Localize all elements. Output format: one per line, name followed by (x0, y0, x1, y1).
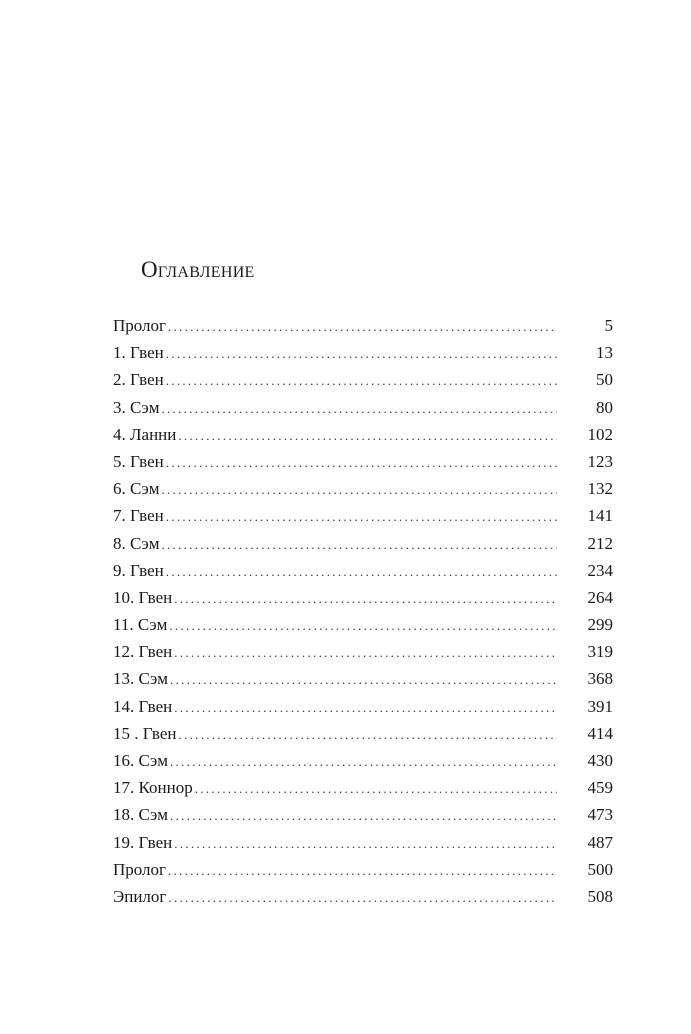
toc-entry (113, 829, 613, 856)
toc-entry-page: 264 (587, 587, 613, 607)
toc-entry-page: 368 (587, 669, 613, 689)
dot-leader (174, 694, 557, 721)
toc-entry-page: 459 (587, 778, 613, 798)
toc-entry (113, 801, 613, 828)
toc-entry-label: 11. Сэм (113, 615, 168, 635)
toc-entry (113, 584, 613, 611)
dot-leader (170, 802, 557, 829)
toc-entry (113, 665, 613, 692)
toc-entry-page: 414 (587, 723, 613, 743)
toc-entry-label: 10. Гвен (113, 587, 173, 607)
toc-entry-page: 487 (587, 832, 613, 852)
toc-entry-page: 299 (587, 615, 613, 635)
dot-leader (168, 884, 557, 911)
dot-leader (161, 476, 557, 503)
dot-leader (166, 558, 557, 585)
dot-leader (195, 775, 557, 802)
toc-entry (113, 394, 613, 421)
toc-entry (113, 883, 613, 910)
toc-entry (113, 421, 613, 448)
toc-entry-page: 319 (587, 642, 613, 662)
dot-leader (168, 857, 557, 884)
toc-entry-page: 508 (587, 886, 613, 906)
toc-entry (113, 693, 613, 720)
dot-leader (178, 422, 557, 449)
toc-entry (113, 366, 613, 393)
toc-entry-label: 12. Гвен (113, 642, 173, 662)
toc-entry (113, 638, 613, 665)
dot-leader (169, 612, 557, 639)
dot-leader (166, 340, 557, 367)
toc-entry-label: 4. Ланни (113, 424, 177, 444)
toc-entry-label: 15 . Гвен (113, 723, 177, 743)
toc-entry-page: 430 (587, 751, 613, 770)
toc-entry (113, 557, 613, 584)
toc-entry-label: 5. Гвен (113, 451, 164, 471)
toc-entry-page: 123 (587, 451, 613, 471)
toc-entry (113, 502, 613, 529)
toc-entry-label: 7. Гвен (113, 506, 164, 526)
toc-entry-label: Пролог (113, 316, 167, 335)
dot-leader (174, 639, 557, 666)
toc-entry-label: Эпилог (113, 886, 167, 906)
dot-leader (166, 367, 557, 394)
dot-leader (179, 721, 557, 748)
toc-entry-page: 102 (587, 424, 613, 444)
toc-title: Оглавление (141, 257, 255, 282)
toc-entry (113, 774, 613, 801)
toc-entry-label: 2. Гвен (113, 370, 164, 390)
toc-entry (113, 747, 613, 774)
toc-entry-page: 132 (587, 479, 613, 499)
toc-entry-label: 14. Гвен (113, 696, 173, 716)
toc-entry-page: 80 (596, 397, 613, 417)
toc-entry-label: 18. Сэм (113, 805, 168, 825)
toc-entry-page: 212 (587, 533, 613, 553)
toc-entry-page: 5 (604, 316, 613, 335)
toc-entry-page: 13 (596, 343, 613, 363)
toc-entry-label: 16. Сэм (113, 751, 168, 770)
table-of-contents (113, 312, 613, 910)
toc-entry-page: 234 (587, 560, 613, 580)
toc-entry (113, 720, 613, 747)
toc-entry-label: 1. Гвен (113, 343, 164, 363)
toc-entry-page: 500 (587, 859, 613, 879)
toc-entry (113, 475, 613, 502)
toc-entry-label: 17. Коннор (113, 778, 193, 798)
toc-entry-label: 19. Гвен (113, 832, 173, 852)
dot-leader (174, 830, 557, 857)
toc-entry (113, 530, 613, 557)
toc-entry-label: 3. Сэм (113, 397, 160, 417)
dot-leader (161, 531, 557, 558)
toc-entry (113, 448, 613, 475)
toc-entry (113, 856, 613, 883)
toc-entry-page: 141 (587, 506, 613, 526)
dot-leader (166, 449, 557, 476)
dot-leader (166, 503, 557, 530)
dot-leader (161, 395, 557, 422)
toc-entry-label: Пролог (113, 859, 167, 879)
toc-entry (113, 339, 613, 366)
toc-entry (113, 312, 613, 339)
toc-entry-page: 391 (587, 696, 613, 716)
toc-entry-page: 473 (587, 805, 613, 825)
toc-entry-label: 13. Сэм (113, 669, 168, 689)
toc-entry-label: 6. Сэм (113, 479, 160, 499)
toc-entry-page: 50 (596, 370, 613, 390)
dot-leader (168, 313, 557, 340)
dot-leader (170, 748, 557, 775)
dot-leader (174, 585, 557, 612)
dot-leader (170, 666, 557, 693)
toc-entry-label: 8. Сэм (113, 533, 160, 553)
toc-entry (113, 611, 613, 638)
toc-entry-label: 9. Гвен (113, 560, 164, 580)
